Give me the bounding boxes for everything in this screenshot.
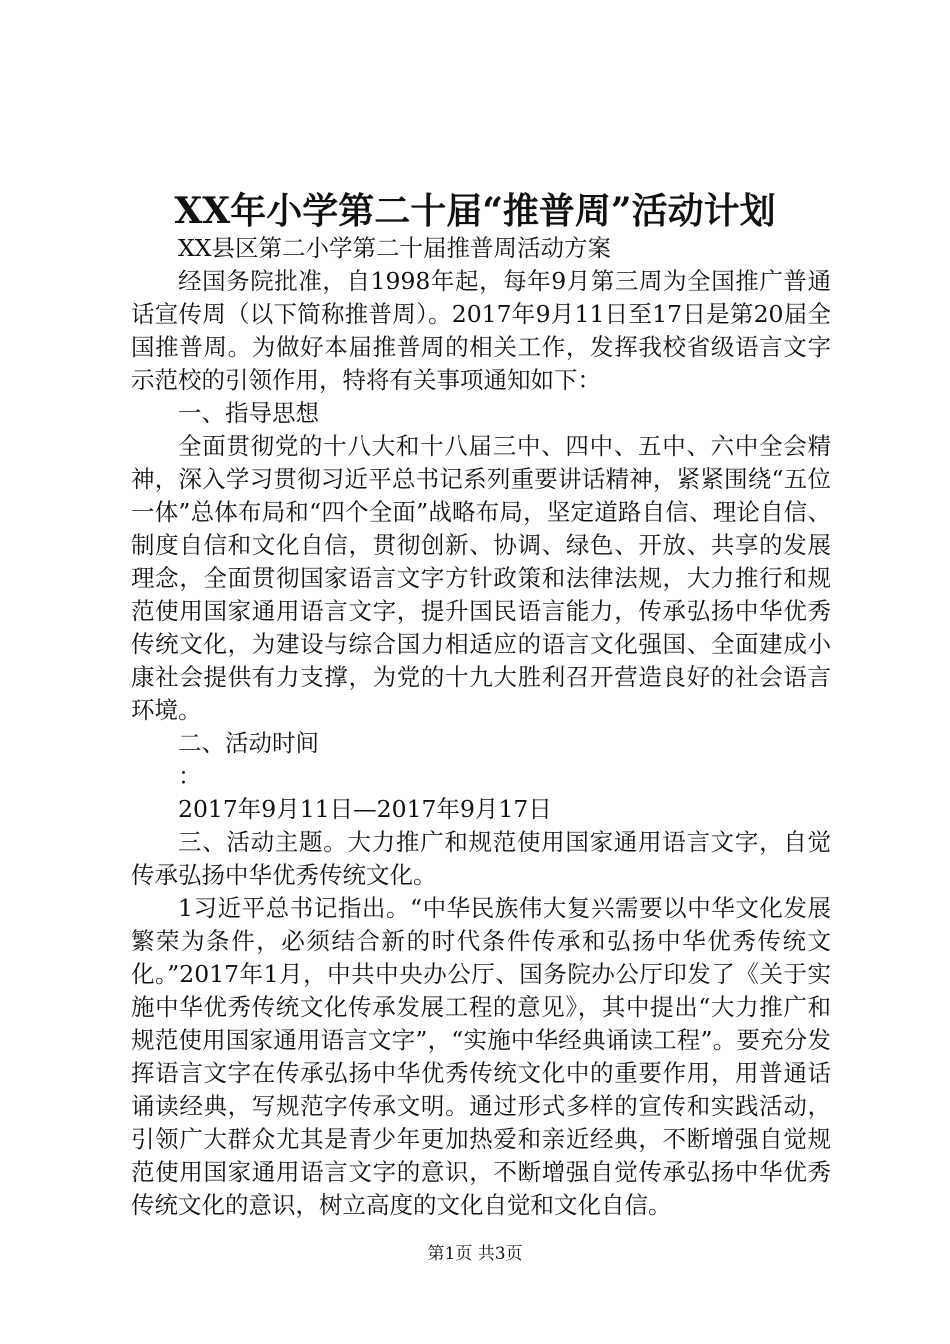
section-heading-activity-time: 二、活动时间 xyxy=(178,729,319,757)
paragraph-guiding-ideology: 全面贯彻党的十八大和十八届三中、四中、五中、六中全会精神，深入学习贯彻习近平总书记系列重要讲话精神，紧紧围绕“五位一体”总体布局和“四个全面”战略布局，坚定道路自信、理论自信、制度自信和文化自信，贯彻创新、协调、绿色、开放、共享的发展理念，全面贯彻国家语言文字方针政策和法律法规，大力推行和规范使用国家通用语言文字，提升国民语言能力，传承弘扬中华优秀传统文化，为建设与综合国力相适应的语言文化强国、全面建成小康社会提供有力支撑，为党的十九大胜利召开营造良好的社会语言环境。 xyxy=(131,432,831,724)
page-number-footer: 第1页 共3页 xyxy=(427,1244,523,1264)
document-body xyxy=(131,232,831,1222)
paragraph-intro: 经国务院批准，自1998年起，每年9月第三周为全国推广普通话宣传周（以下简称推普周）。2017年9月11日至17日是第20届全国推普周。为做好本届推普周的相关工作，发挥我校省级语言文字示范校的引领作用，特将有关事项通知如下： xyxy=(131,267,831,394)
paragraph-theme-detail: 1习近平总书记指出。“中华民族伟大复兴需要以中华文化发展繁荣为条件，必须结合新的时代条件传承和弘扬中华优秀传统文化。”2017年1月，中共中央办公厅、国务院办公厅印发了《关于实施中华优秀传统文化传承发展工程的意见》，其中提出“大力推广和规范使用国家通用语言文字”，“实施中华经典诵读工程”。要充分发挥语言文字在传承弘扬中华优秀传统文化中的重要作用，用普通话诵读经典，写规范字传承文明。通过形式多样的宣传和实践活动，引领广大群众尤其是青少年更加热爱和亲近经典，不断增强自觉规范使用国家通用语言文字的意识，不断增强自觉传承弘扬中华优秀传统文化的意识，树立高度的文化自觉和文化自信。 xyxy=(131,894,831,1219)
paragraph-subtitle: XX县区第二小学第二十届推普周活动方案 xyxy=(178,234,611,262)
section-heading-guiding-ideology: 一、指导思想 xyxy=(178,399,319,427)
paragraph-colon: ： xyxy=(178,762,202,790)
paragraph-activity-dates: 2017年9月11日—2017年9月17日 xyxy=(178,795,552,823)
document-title: XX年小学第二十届“推普周”活动计划 xyxy=(174,190,776,232)
section-heading-activity-theme: 三、活动主题。大力推广和规范使用国家通用语言文字，自觉传承弘扬中华优秀传统文化。 xyxy=(131,828,831,889)
